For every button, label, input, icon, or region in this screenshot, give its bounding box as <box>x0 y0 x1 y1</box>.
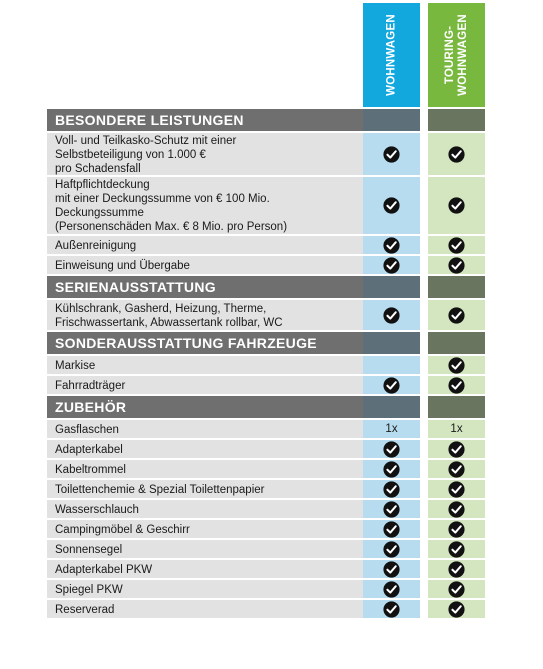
check-circle-icon <box>383 441 400 458</box>
touring-wohnwagen-cell <box>428 177 485 234</box>
wohnwagen-cell <box>363 300 420 330</box>
wohnwagen-cell <box>363 133 420 175</box>
wohnwagen-cell <box>363 236 420 254</box>
wohnwagen-cell <box>363 500 420 518</box>
touring-wohnwagen-cell <box>428 256 485 274</box>
row-label <box>47 300 363 330</box>
table-row <box>47 560 485 578</box>
wohnwagen-cell <box>363 460 420 478</box>
table-row <box>47 133 485 175</box>
row-label <box>47 580 363 598</box>
row-label <box>47 376 363 394</box>
wohnwagen-cell <box>363 177 420 234</box>
row-label-line: Spiegel PKW <box>55 583 123 596</box>
row-label <box>47 440 363 458</box>
wohnwagen-cell <box>363 440 420 458</box>
row-label-line: Adapterkabel PKW <box>55 563 153 576</box>
row-label <box>47 420 363 438</box>
check-circle-icon <box>448 307 465 324</box>
quantity-value: 1x <box>450 423 463 435</box>
row-label <box>47 356 363 374</box>
check-circle-icon <box>383 481 400 498</box>
touring-wohnwagen-cell <box>428 480 485 498</box>
row-label-line: Frischwassertank, Abwassertank rollbar, WC <box>55 316 283 329</box>
check-circle-icon <box>448 357 465 374</box>
table-row <box>47 256 485 274</box>
check-circle-icon <box>383 461 400 478</box>
column-header-wohnwagen <box>363 3 420 107</box>
touring-wohnwagen-cell <box>428 440 485 458</box>
check-circle-icon <box>383 601 400 618</box>
touring-wohnwagen-cell <box>428 376 485 394</box>
table-row <box>47 177 485 234</box>
wohnwagen-cell <box>363 376 420 394</box>
check-circle-icon <box>383 501 400 518</box>
check-circle-icon <box>448 501 465 518</box>
check-circle-icon <box>448 581 465 598</box>
row-label-line: Kühlschrank, Gasherd, Heizung, Therme, <box>55 302 267 315</box>
check-circle-icon <box>383 257 400 274</box>
check-circle-icon <box>448 601 465 618</box>
table-row <box>47 440 485 458</box>
row-label-line: Sonnensegel <box>55 543 123 556</box>
row-label-line: Einweisung und Übergabe <box>55 259 190 272</box>
check-circle-icon <box>383 521 400 538</box>
row-label-line: Deckungssumme <box>55 207 144 219</box>
row-label-line: (Personenschäden Max. € 8 Mio. pro Person) <box>55 221 288 233</box>
touring-wohnwagen-cell <box>428 460 485 478</box>
row-label <box>47 480 363 498</box>
row-label-line: Fahrradträger <box>55 379 126 392</box>
touring-wohnwagen-cell <box>428 580 485 598</box>
table-row <box>47 376 485 394</box>
row-label <box>47 256 363 274</box>
table-row <box>47 600 485 618</box>
row-label <box>47 520 363 538</box>
check-circle-icon <box>448 561 465 578</box>
section-header-wohnwagen-cell <box>363 109 420 131</box>
touring-wohnwagen-cell <box>428 520 485 538</box>
row-label-line: Wasserschlauch <box>55 503 139 516</box>
table-row <box>47 520 485 538</box>
table-row <box>47 480 485 498</box>
column-header-wohnwagen-label: WOHNWAGEN <box>385 14 397 96</box>
column-header-touring-line-1: TOURING- <box>443 25 456 85</box>
check-circle-icon <box>448 481 465 498</box>
row-label-line: pro Schadensfall <box>55 162 141 175</box>
check-circle-icon <box>383 197 400 214</box>
section-header <box>47 276 485 298</box>
touring-wohnwagen-cell <box>428 133 485 175</box>
row-label-line: Reserverad <box>55 603 115 616</box>
row-label-line: mit einer Deckungssumme von € 100 Mio. <box>55 193 270 205</box>
check-circle-icon <box>383 561 400 578</box>
row-label <box>47 500 363 518</box>
table-row <box>47 300 485 330</box>
touring-wohnwagen-cell <box>428 356 485 374</box>
row-label-line: Kabeltrommel <box>55 463 126 476</box>
column-header-touring-line-2: WOHNWAGEN <box>456 14 469 96</box>
touring-wohnwagen-cell <box>428 420 485 438</box>
touring-wohnwagen-cell <box>428 600 485 618</box>
wohnwagen-cell <box>363 356 420 374</box>
wohnwagen-cell <box>363 420 420 438</box>
section-header-wohnwagen-cell <box>363 276 420 298</box>
quantity-value: 1x <box>385 423 398 435</box>
wohnwagen-cell <box>363 560 420 578</box>
table-row <box>47 460 485 478</box>
table-row <box>47 420 485 438</box>
check-circle-icon <box>448 461 465 478</box>
section-header <box>47 396 485 418</box>
wohnwagen-cell <box>363 256 420 274</box>
section-header-touring-cell <box>428 276 485 298</box>
row-label-line: Toilettenchemie & Spezial Toilettenpapier <box>55 483 265 496</box>
row-label-line: Außenreinigung <box>55 239 137 252</box>
wohnwagen-cell <box>363 540 420 558</box>
check-circle-icon <box>448 541 465 558</box>
row-label <box>47 236 363 254</box>
check-circle-icon <box>448 377 465 394</box>
section-title: BESONDERE LEISTUNGEN <box>47 109 363 131</box>
wohnwagen-cell <box>363 480 420 498</box>
table-row <box>47 580 485 598</box>
section-header <box>47 332 485 354</box>
touring-wohnwagen-cell <box>428 560 485 578</box>
row-label <box>47 460 363 478</box>
table-row <box>47 540 485 558</box>
check-circle-icon <box>383 146 400 163</box>
check-circle-icon <box>448 441 465 458</box>
row-label-line: Haftpflichtdeckung <box>55 179 150 191</box>
table-row <box>47 356 485 374</box>
row-label-line: Campingmöbel & Geschirr <box>55 523 190 536</box>
section-header-touring-cell <box>428 109 485 131</box>
wohnwagen-cell <box>363 580 420 598</box>
section-title: ZUBEHÖR <box>47 396 363 418</box>
table-row <box>47 500 485 518</box>
check-circle-icon <box>383 541 400 558</box>
section-header <box>47 109 485 131</box>
section-header-wohnwagen-cell <box>363 396 420 418</box>
check-circle-icon <box>448 146 465 163</box>
row-label <box>47 560 363 578</box>
check-circle-icon <box>448 197 465 214</box>
row-label-line: Adapterkabel <box>55 443 123 456</box>
check-circle-icon <box>383 307 400 324</box>
row-label <box>47 540 363 558</box>
touring-wohnwagen-cell <box>428 500 485 518</box>
row-label <box>47 600 363 618</box>
section-header-wohnwagen-cell <box>363 332 420 354</box>
row-label-line: Markise <box>55 359 96 372</box>
row-label <box>47 133 363 175</box>
column-header-touring-label <box>444 14 470 96</box>
touring-wohnwagen-cell <box>428 236 485 254</box>
section-header-touring-cell <box>428 332 485 354</box>
check-circle-icon <box>448 257 465 274</box>
row-label <box>47 177 363 234</box>
touring-wohnwagen-cell <box>428 540 485 558</box>
row-label-line: Gasflaschen <box>55 423 119 436</box>
section-header-touring-cell <box>428 396 485 418</box>
check-circle-icon <box>448 237 465 254</box>
comparison-table <box>47 109 485 620</box>
check-circle-icon <box>448 521 465 538</box>
section-title: SONDERAUSSTATTUNG FAHRZEUGE <box>47 332 363 354</box>
table-row <box>47 236 485 254</box>
check-circle-icon <box>383 377 400 394</box>
row-label-line: Selbstbeteiligung von 1.000 € <box>55 148 206 161</box>
wohnwagen-cell <box>363 520 420 538</box>
check-circle-icon <box>383 581 400 598</box>
section-title: SERIENAUSSTATTUNG <box>47 276 363 298</box>
touring-wohnwagen-cell <box>428 300 485 330</box>
check-circle-icon <box>383 237 400 254</box>
row-label-line: Voll- und Teilkasko-Schutz mit einer <box>55 134 237 147</box>
column-header-touring-wohnwagen <box>428 3 485 107</box>
wohnwagen-cell <box>363 600 420 618</box>
